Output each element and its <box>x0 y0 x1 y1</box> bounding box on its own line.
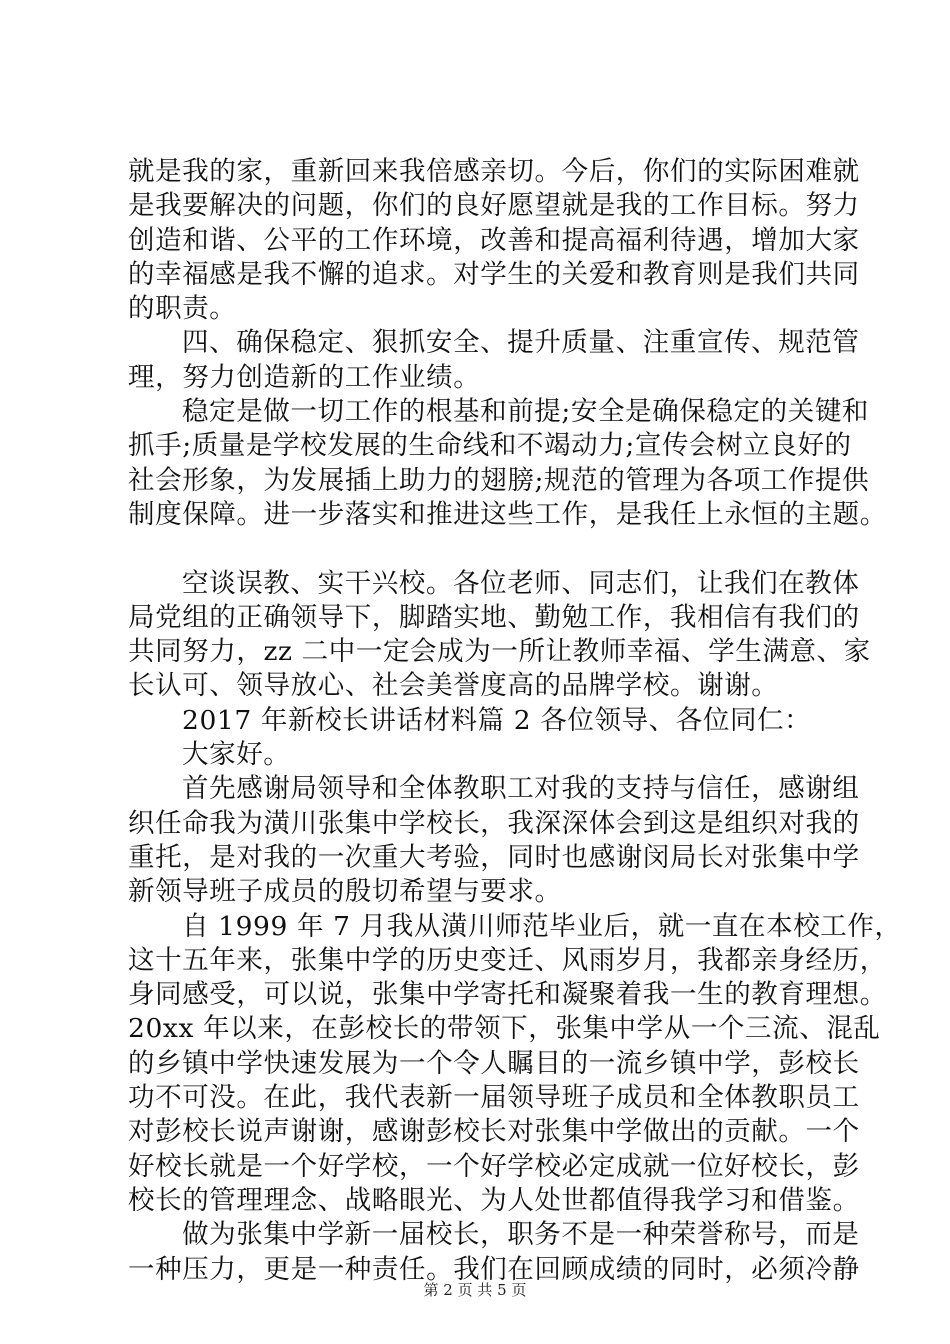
text-line: 是我要解决的问题，你们的良好愿望就是我的工作目标。努力 <box>128 190 860 222</box>
text-line: 空谈误教、实干兴校。各位老师、同志们，让我们在教体 <box>182 567 860 599</box>
document-body <box>128 155 902 1287</box>
paragraph <box>128 910 902 1219</box>
paragraph <box>128 704 840 738</box>
text-line: 新领导班子成员的殷切希望与要求。 <box>128 876 562 908</box>
text-line: 创造和谐、公平的工作环境，改善和提高福利待遇，增加大家 <box>128 224 860 256</box>
text-line: 身同感受，可以说，张集中学寄托和凝聚着我一生的教育理想。 <box>128 979 887 1011</box>
text-line: 的职责。 <box>128 293 237 325</box>
text-line: 长认可、领导放心、社会美誉度高的品牌学校。谢谢。 <box>128 670 779 702</box>
text-line: 好校长就是一个好学校，一个好学校必定成就一位好校长，彭 <box>128 1150 860 1182</box>
text-line: 制度保障。进一步落实和推进这些工作，是我任上永恒的主题。 <box>128 498 887 530</box>
text-line: 重托，是对我的一次重大考验，同时也感谢闵局长对张集中学 <box>128 841 860 873</box>
text-line: 四、确保稳定、狠抓安全、提升质量、注重宣传、规范管 <box>182 327 860 359</box>
text-line: 20xx 年以来，在彭校长的带领下，张集中学从一个三流、混乱 <box>128 1013 881 1045</box>
text-line: 社会形象，为发展插上助力的翅膀;规范的管理为各项工作提供 <box>128 464 870 496</box>
text-line: 织任命我为潢川张集中学校长，我深深体会到这是组织对我的 <box>128 807 860 839</box>
text-line: 大家好。 <box>182 739 291 771</box>
paragraph <box>128 772 860 909</box>
paragraph <box>128 567 871 704</box>
text-line: 2017 年新校长讲话材料篇 2 各位领导、各位同仁： <box>182 704 812 736</box>
paragraph <box>128 738 840 772</box>
paragraph-spacer <box>128 532 840 566</box>
paragraph <box>128 395 887 532</box>
text-line: 校长的管理理念、战略眼光、为人处世都值得我学习和借鉴。 <box>128 1184 860 1216</box>
text-line: 功不可没。在此，我代表新一届领导班子成员和全体教职员工 <box>128 1082 860 1114</box>
text-line: 的幸福感是我不懈的追求。对学生的关爱和教育则是我们共同 <box>128 258 860 290</box>
text-line: 理，努力创造新的工作业绩。 <box>128 361 481 393</box>
text-line: 就是我的家，重新回来我倍感亲切。今后，你们的实际困难就 <box>128 156 860 187</box>
text-line: 做为张集中学新一届校长，职务不是一种荣誉称号，而是 <box>182 1219 860 1251</box>
paragraph <box>128 1218 860 1287</box>
text-line: 对彭校长说声谢谢，感谢彭校长对张集中学做出的贡献。一个 <box>128 1116 860 1148</box>
text-line: 这十五年来，张集中学的历史变迁、风雨岁月，我都亲身经历， <box>128 944 887 976</box>
text-line: 稳定是做一切工作的根基和前提;安全是确保稳定的关键和 <box>182 396 870 428</box>
paragraph <box>128 326 860 395</box>
text-line: 自 1999 年 7 月我从潢川师范毕业后，就一直在本校工作， <box>182 910 902 942</box>
text-line: 局党组的正确领导下，脚踏实地、勤勉工作，我相信有我们的 <box>128 601 860 633</box>
text-line: 的乡镇中学快速发展为一个令人瞩目的一流乡镇中学，彭校长 <box>128 1047 860 1079</box>
page-footer: 第 2 页 共 5 页 <box>423 1281 527 1299</box>
paragraph <box>128 155 860 326</box>
text-line: 一种压力，更是一种责任。我们在回顾成绩的同时，必须冷静 <box>128 1253 860 1285</box>
text-line: 共同努力，zz 二中一定会成为一所让教师幸福、学生满意、家 <box>128 636 871 668</box>
text-line: 抓手;质量是学校发展的生命线和不竭动力;宣传会树立良好的 <box>128 430 852 462</box>
text-line: 首先感谢局领导和全体教职工对我的支持与信任，感谢组 <box>182 773 860 805</box>
